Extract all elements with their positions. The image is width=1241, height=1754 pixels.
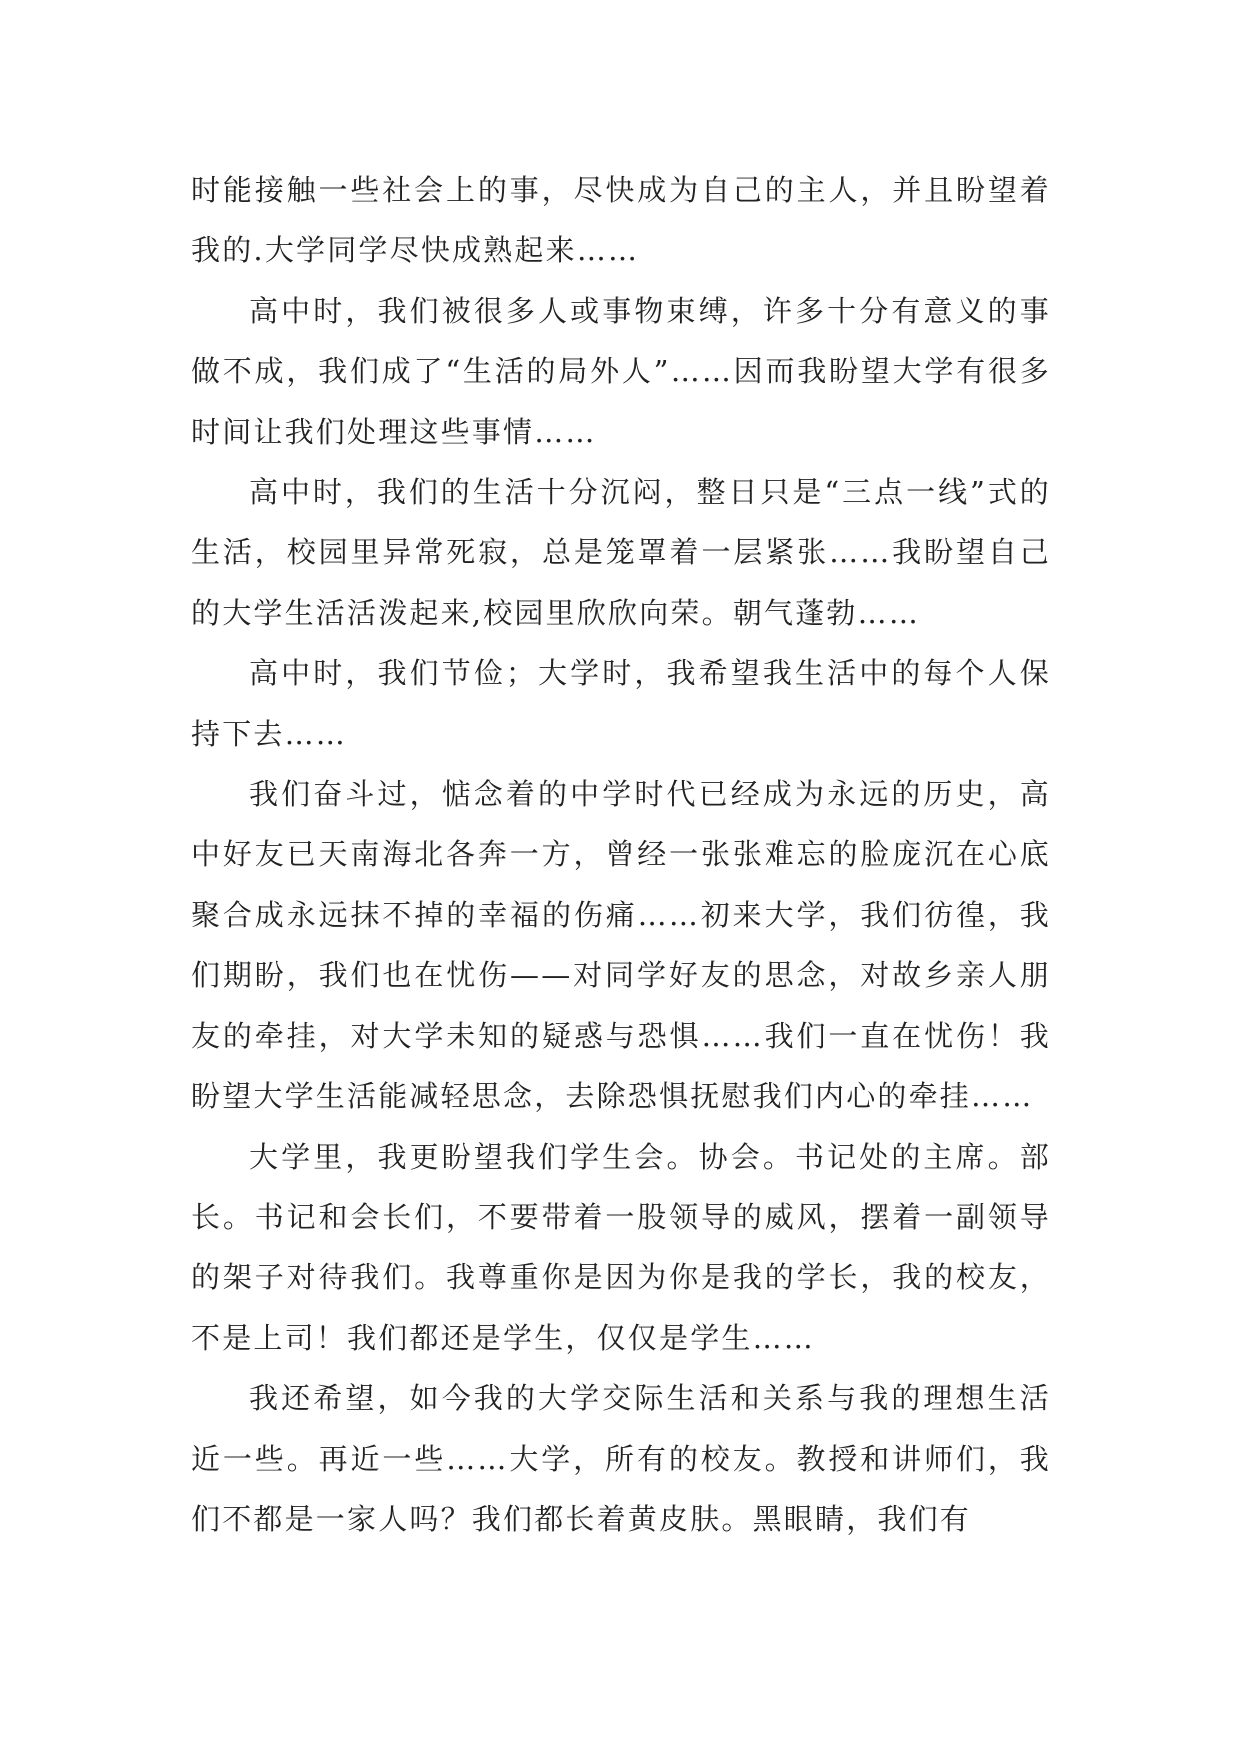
paragraph: 高中时，我们的生活十分沉闷，整日只是“三点一线”式的生活，校园里异常死寂，总是笼罩着一层紧张……我盼望自己的大学生活活泼起来,校园里欣欣向荣。朝气蓬勃…… xyxy=(191,475,1051,630)
paragraph: 高中时，我们节俭；大学时，我希望我生活中的每个人保持下去…… xyxy=(191,656,1051,751)
paragraph: 时能接触一些社会上的事，尽快成为自己的主人，并且盼望着我的.大学同学尽快成熟起来…… xyxy=(191,173,1051,268)
document-body xyxy=(191,160,1051,1549)
paragraph: 我还希望，如今我的大学交际生活和关系与我的理想生活近一些。再近一些……大学，所有的校友。教授和讲师们，我们不都是一家人吗？我们都长着黄皮肤。黑眼睛，我们有 xyxy=(191,1381,1051,1536)
paragraph: 我们奋斗过，惦念着的中学时代已经成为永远的历史，高中好友已天南海北各奔一方，曾经一张张难忘的脸庞沉在心底聚合成永远抹不掉的幸福的伤痛……初来大学，我们彷徨，我们期盼，我们也在忧伤——对同学好友的思念，对故乡亲人朋友的牵挂，对大学未知的疑惑与恐惧……我们一直在忧伤！我盼望大学生活能减轻思念，去除恐惧抚慰我们内心的牵挂…… xyxy=(191,777,1051,1114)
paragraph: 高中时，我们被很多人或事物束缚，许多十分有意义的事做不成，我们成了“生活的局外人”……因而我盼望大学有很多时间让我们处理这些事情…… xyxy=(191,293,1051,449)
paragraph: 大学里，我更盼望我们学生会。协会。书记处的主席。部长。书记和会长们，不要带着一股领导的威风，摆着一副领导的架子对待我们。我尊重你是因为你是我的学长，我的校友，不是上司！我们都还是学生，仅仅是学生…… xyxy=(191,1139,1051,1355)
